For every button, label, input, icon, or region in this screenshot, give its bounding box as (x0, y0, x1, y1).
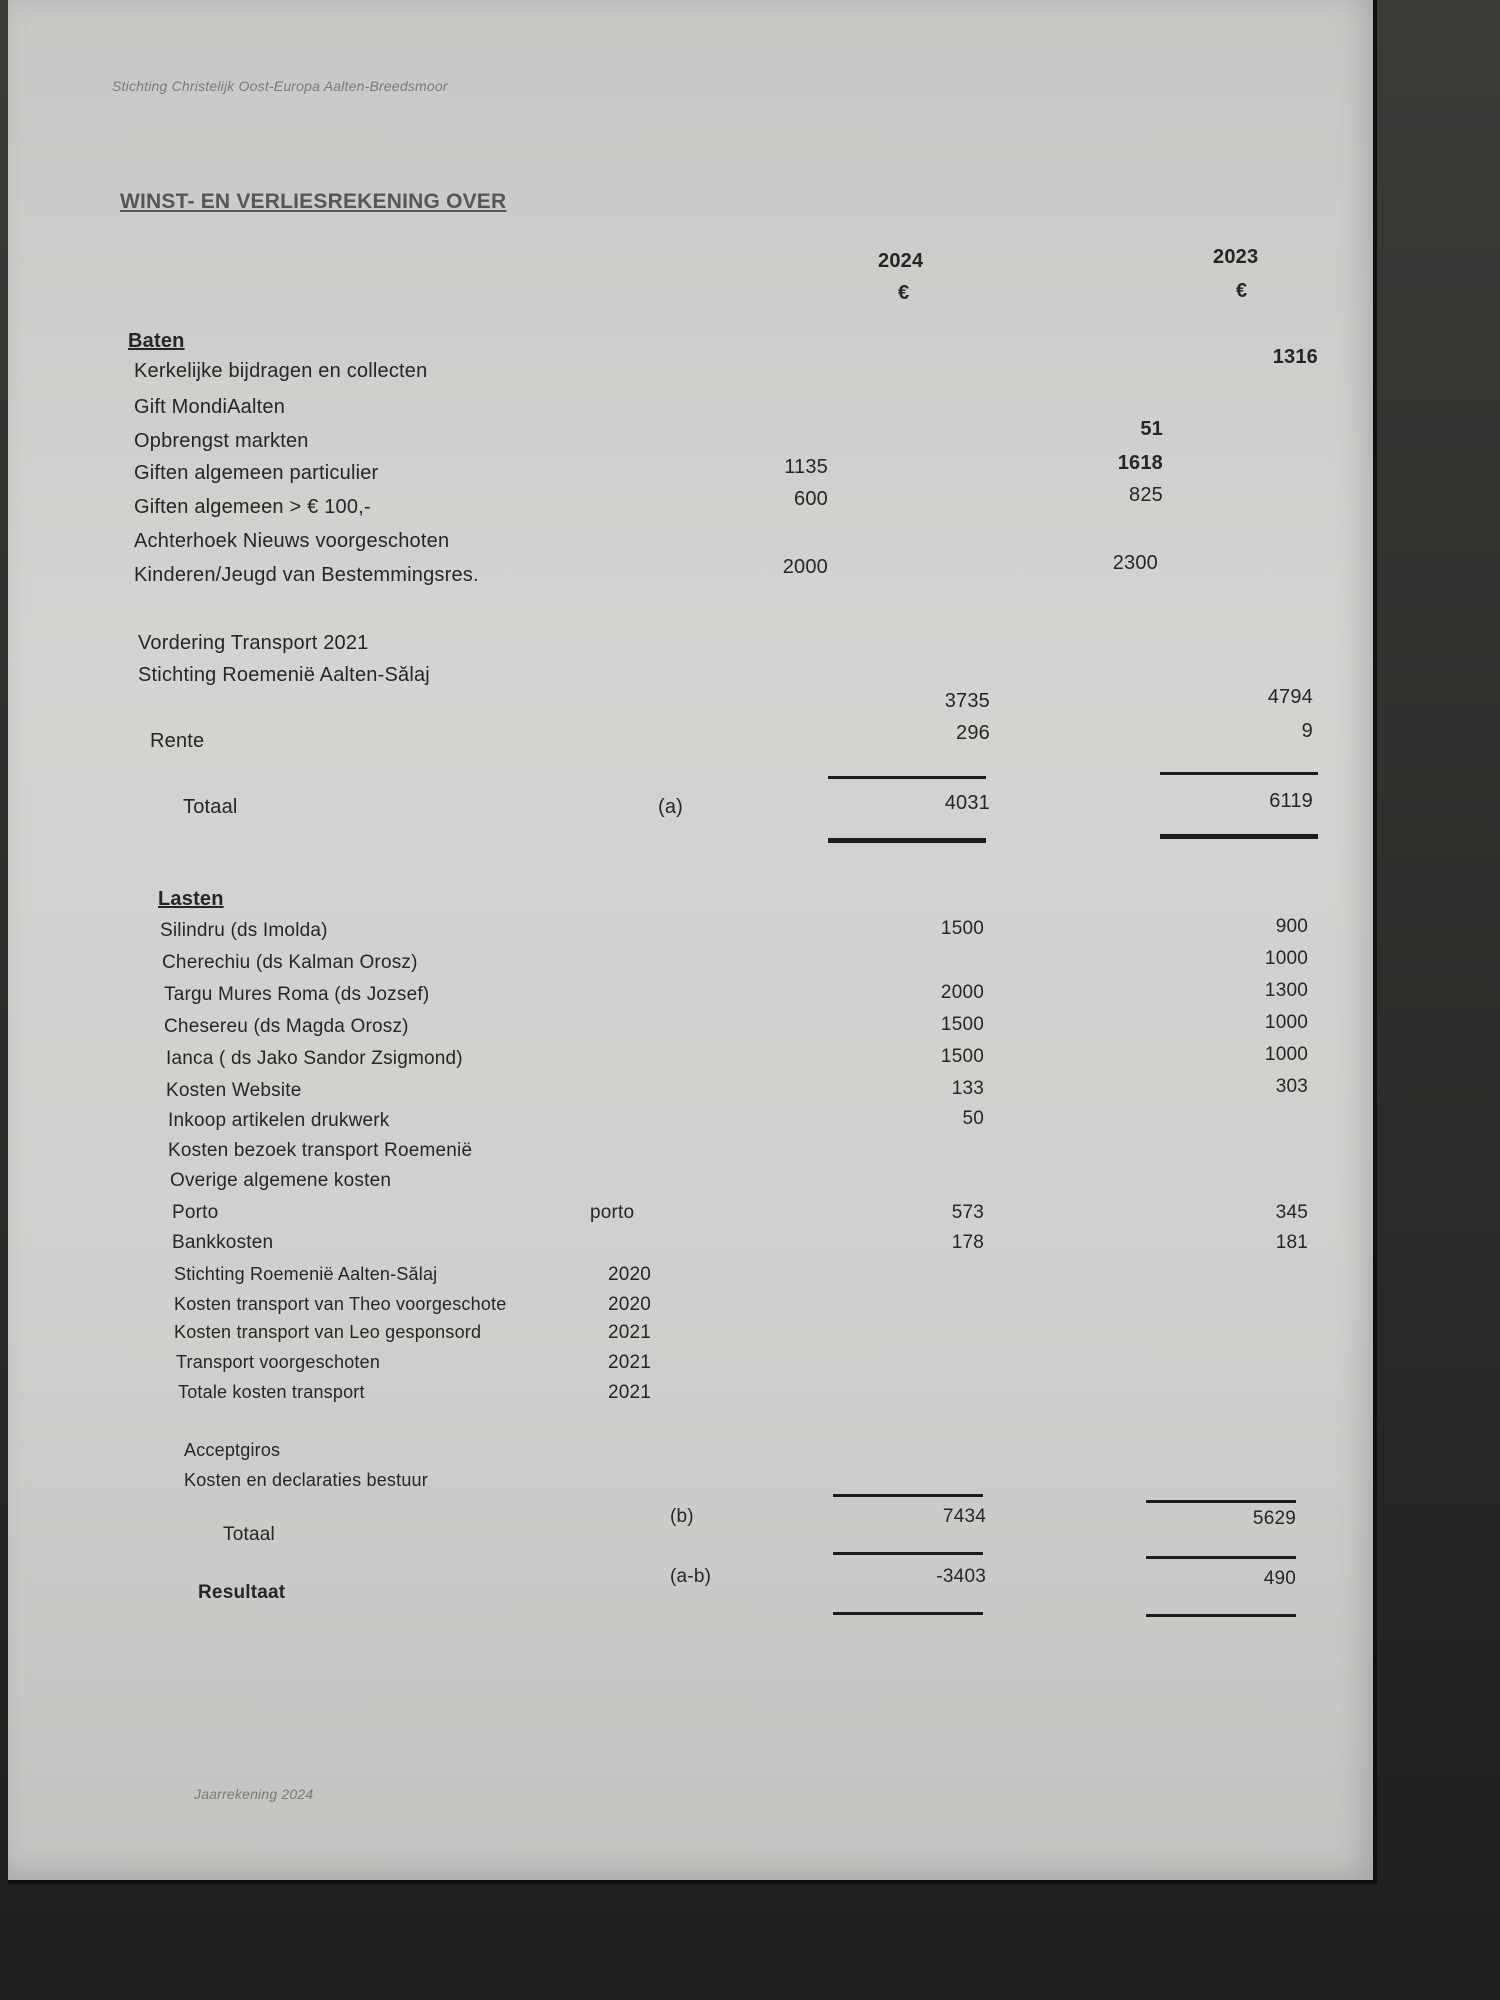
stichting-label: Stichting Roemenië Aalten-Sălaj (138, 664, 430, 686)
baten-totaal-label: Totaal (183, 796, 238, 818)
transport-row-label: Totale kosten transport (178, 1382, 365, 1402)
resultaat-label: Resultaat (198, 1582, 286, 1603)
baten-item-value: 1135 (784, 456, 828, 478)
faint-footer: Jaarrekening 2024 (194, 1786, 314, 1802)
baten-item-value: 1618 (1117, 452, 1163, 474)
lasten-item-2024: 1500 (940, 1046, 984, 1067)
baten-subtotal-2024: 3735 (944, 690, 990, 712)
currency-2024: € (898, 282, 910, 304)
lasten-item-2024: 178 (951, 1232, 984, 1253)
lasten-item-2023: 1300 (1264, 980, 1308, 1001)
baten-item-label: Kinderen/Jeugd van Bestemmingsres. (134, 564, 479, 586)
lasten-item-2023: 1000 (1264, 948, 1308, 969)
document-title: WINST- EN VERLIESREKENING OVER (120, 190, 507, 213)
baten-item-value: 1316 (1272, 346, 1318, 368)
transport-row-year: 2021 (608, 1352, 652, 1373)
lasten-item-2023: 1000 (1264, 1044, 1308, 1065)
baten-totaal-code: (a) (658, 796, 684, 818)
lasten-item-2024: 573 (951, 1202, 984, 1223)
baten-item-value: 2300 (1112, 552, 1158, 574)
lasten-item-2023: 345 (1275, 1202, 1308, 1223)
porto-mid-label: porto (590, 1202, 635, 1223)
bestuur-label: Kosten en declaraties bestuur (184, 1470, 428, 1490)
transport-row-label: Stichting Roemenië Aalten-Sălaj (174, 1264, 438, 1284)
lasten-item-label: Ianca ( ds Jako Sandor Zsigmond) (166, 1048, 463, 1069)
baten-totaal-2023: 6119 (1269, 790, 1313, 812)
document-page (8, 0, 1377, 1884)
lasten-item-2024: 1500 (940, 918, 984, 939)
transport-row-year: 2021 (608, 1322, 652, 1343)
baten-item-label: Giften algemeen particulier (134, 462, 379, 484)
lasten-item-label: Kosten bezoek transport Roemenië (168, 1140, 473, 1161)
lasten-item-label: Cherechiu (ds Kalman Orosz) (162, 952, 418, 973)
lasten-total-line (1146, 1556, 1296, 1559)
transport-row-year: 2021 (608, 1382, 652, 1403)
transport-row-label: Transport voorgeschoten (176, 1352, 381, 1372)
lasten-totaal-label: Totaal (223, 1524, 275, 1545)
acceptgiros-label: Acceptgiros (184, 1440, 281, 1460)
baten-item-value: 600 (794, 488, 828, 510)
year-2023-header: 2023 (1213, 246, 1259, 268)
faint-header: Stichting Christelijk Oost-Europa Aalten-Breedsmoor (112, 78, 448, 94)
lasten-item-2023: 900 (1275, 916, 1308, 937)
currency-2023: € (1236, 280, 1248, 302)
transport-row-label: Kosten transport van Leo gesponsord (174, 1322, 482, 1342)
lasten-totaal-2023: 5629 (1252, 1508, 1296, 1529)
transport-row-year: 2020 (608, 1294, 652, 1315)
rente-2023: 9 (1301, 720, 1313, 742)
baten-item-label: Kerkelijke bijdragen en collecten (134, 360, 428, 382)
lasten-total-line (833, 1552, 983, 1555)
vordering-label: Vordering Transport 2021 (138, 632, 369, 654)
baten-item-value: 2000 (782, 556, 828, 578)
rente-2024: 296 (956, 722, 990, 744)
lasten-item-label: Targu Mures Roma (ds Jozsef) (164, 984, 430, 1005)
year-2024-header: 2024 (878, 250, 924, 272)
transport-row-year: 2020 (608, 1264, 652, 1285)
lasten-item-2024: 133 (951, 1078, 984, 1099)
baten-item-label: Achterhoek Nieuws voorgeschoten (134, 530, 450, 552)
transport-row-label: Kosten transport van Theo voorgeschote (174, 1294, 507, 1314)
baten-sum-line (828, 776, 986, 779)
lasten-item-2023: 303 (1275, 1076, 1308, 1097)
lasten-item-2024: 2000 (940, 982, 984, 1003)
baten-total-line (1160, 834, 1318, 839)
baten-total-line (828, 838, 986, 843)
lasten-item-2024: 1500 (940, 1014, 984, 1035)
rente-label: Rente (150, 730, 205, 752)
baten-item-value: 51 (1140, 418, 1163, 440)
resultaat-2023: 490 (1263, 1568, 1296, 1589)
lasten-item-label: Silindru (ds Imolda) (160, 920, 328, 941)
lasten-item-label: Bankkosten (172, 1232, 274, 1253)
resultaat-line (833, 1612, 983, 1615)
lasten-item-label: Chesereu (ds Magda Orosz) (164, 1016, 409, 1037)
resultaat-line (1146, 1614, 1296, 1617)
baten-heading: Baten (128, 330, 185, 352)
lasten-item-2024: 50 (962, 1108, 984, 1129)
lasten-totaal-2024: 7434 (942, 1506, 986, 1527)
baten-totaal-2024: 4031 (944, 792, 990, 814)
lasten-item-label: Inkoop artikelen drukwerk (168, 1110, 390, 1131)
lasten-item-label: Overige algemene kosten (170, 1170, 392, 1191)
lasten-sum-line (1146, 1500, 1296, 1503)
lasten-item-2023: 181 (1275, 1232, 1308, 1253)
lasten-item-label: Porto (172, 1202, 219, 1223)
lasten-totaal-code: (b) (670, 1506, 694, 1527)
resultaat-2024: -3403 (936, 1566, 986, 1587)
baten-item-label: Opbrengst markten (134, 430, 309, 452)
baten-sum-line (1160, 772, 1318, 775)
baten-item-value: 825 (1129, 484, 1163, 506)
lasten-item-2023: 1000 (1264, 1012, 1308, 1033)
lasten-sum-line (833, 1494, 983, 1497)
lasten-item-label: Kosten Website (166, 1080, 302, 1101)
baten-subtotal-2023: 4794 (1267, 686, 1313, 708)
baten-item-label: Gift MondiAalten (134, 396, 286, 418)
baten-item-label: Giften algemeen > € 100,- (134, 496, 371, 518)
lasten-heading: Lasten (158, 888, 224, 910)
resultaat-code: (a-b) (670, 1566, 712, 1587)
